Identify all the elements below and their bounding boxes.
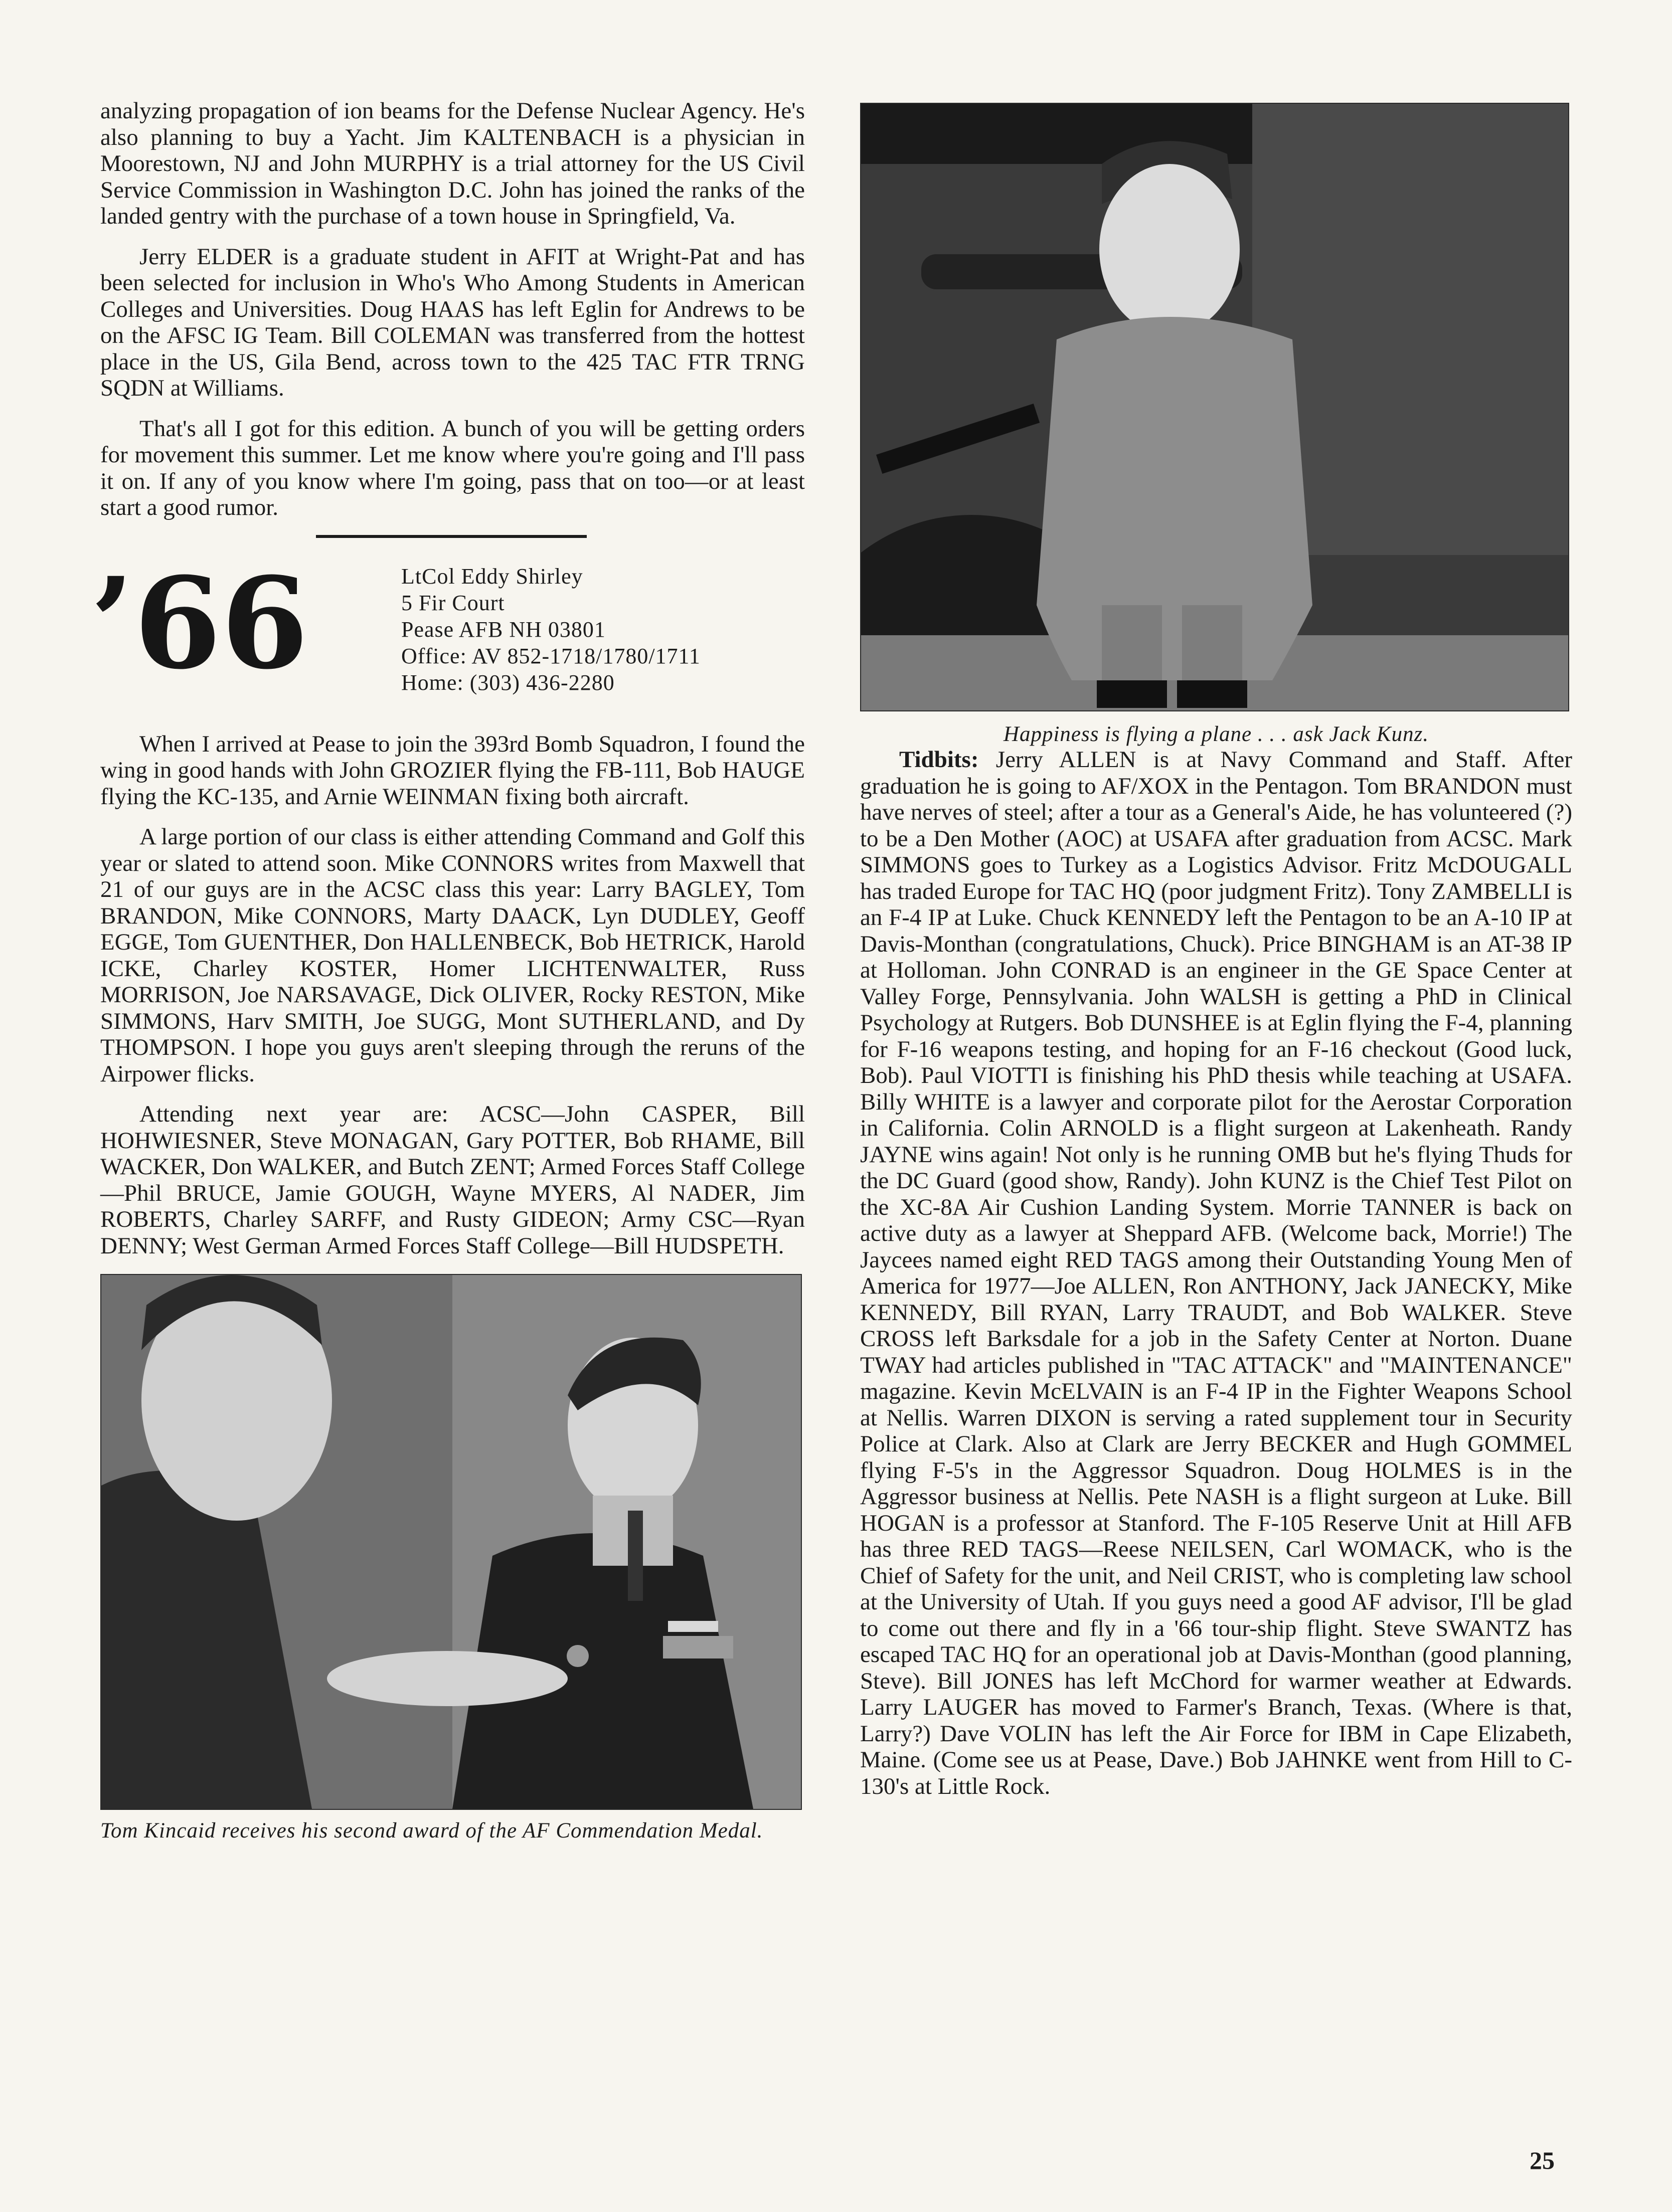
right-column	[860, 103, 1572, 1813]
page-number: 25	[1530, 2146, 1555, 2174]
pilot-photo	[860, 103, 1569, 711]
address-line: Home: (303) 436-2280	[401, 670, 615, 695]
class-header	[90, 549, 805, 731]
tidbits-text: Jerry ALLEN is at Navy Command and Staff. After graduation he is going to AF/XOX in the Pentagon. Tom BRANDON must have nerves of steel; after a tour as a General's Aide, he has volunteered (?) to be a Den Mother (AOC) at USAFA after graduation from ACSC. Mark SIMMONS goes to Turkey as a Logistics Advisor. Fritz McDOUGALL has traded Europe for TAC HQ (poor judgment Fritz). Tony ZAMBELLI is an F-4 IP at Luke. Chuck KENNEDY left the Pentagon to be an A-10 IP at Davis-Monthan (congratulations, Chuck). Price BINGHAM is an AT-38 IP at Holloman. John CONRAD is an engineer in the GE Space Center at Valley Forge, Pennsylvania. John WALSH is getting a PhD in Clinical Psychology at Rutgers. Bob DUNSHEE is at Eglin flying the F-4, planning for F-16 weapons testing, and hoping for an F-16 checkout (Good luck, Bob). Paul VIOTTI is finishing his PhD thesis while teaching at USAFA. Billy WHITE is a lawyer and corporate pilot for the Aerostar Corporation in California. Colin ARNOLD is a flight surgeon at Lakenheath. Randy JAYNE wins again! Not only is he running OMB but he's flying Thuds for the DC Guard (good show, Randy). John KUNZ is the Chief Test Pilot on the XC-8A Air Cushion Landing System. Morrie TANNER is back on active duty as a lawyer at Sheppard AFB. (Welcome back, Morrie!) The Jaycees named eight RED TAGS among their Outstanding Young Men of America for 1977—Joe ALLEN, Ron ANTHONY, Jack JANECKY, Mike KENNEDY, Bill RYAN, Larry TRAUDT, and Bob WALKER. Steve CROSS left Barksdale for a job in the Safety Center at Norton. Duane TWAY had articles published in "TAC ATTACK" and "MAINTENANCE" magazine. Kevin McELVAIN is an F-4 IP in the Fighter Weapons School at Nellis. Warren DIXON is serving a rated supplement tour in Security Police at Clark. Also at Clark are Jerry BECKER and Hugh GOMMEL flying F-5's in the Aggressor Squadron. Doug HOLMES is in the Aggressor business at Nellis. Pete NASH is a flight surgeon at Luke. Bill HOGAN is a professor at Stanford. The F-105 Reserve Unit at Hill AFB has three RED TAGS—Reese NEILSEN, Carl WOMACK, who is the Chief of Safety for the unit, and Neil CRIST, who is completing law school at the University of Utah. If you guys need a good AF advisor, I'll be glad to come out there and fly in a '66 tour-ship flight. Steve SWANTZ has escaped TAC HQ for an operational job at Davis-Monthan (good planning, Steve). Bill JONES has left McChord for warmer weather at Edwards. Larry LAUGER has moved to Farmer's Branch, Texas. (Where is that, Larry?) Dave VOLIN has left the Air Force for IBM in Cape Elizabeth, Maine. (Come see us at Pease, Dave.) Bob JAHNKE went from Hill to C-130's at Little Rock.	[860, 747, 1572, 1799]
award-photo-caption: Tom Kincaid receives his second award of the AF Commendation Medal.	[100, 1819, 763, 1842]
address-line: 5 Fir Court	[401, 590, 505, 615]
class-year: ’66	[90, 549, 308, 697]
section-divider	[316, 535, 587, 538]
paragraph-pease: When I arrived at Pease to join the 393rd Bomb Squadron, I found the wing in good hands with John GROZIER flying the FB-111, Bob HAUGE flying the KC-135, and Arnie WEINMAN fixing both aircraft.	[100, 730, 805, 810]
award-ceremony-photo	[100, 1274, 802, 1810]
address-line: Office: AV 852-1718/1780/1711	[401, 643, 701, 668]
paragraph-next-year: Attending next year are: ACSC—John CASPER, Bill HOHWIESNER, Steve MONAGAN, Gary POTTER, Bob RHAME, Bill WACKER, Don WALKER, and Butch ZENT; Armed Forces Staff College—Phil BRUCE, Jamie GOUGH, Wayne MYERS, Al NADER, Jim ROBERTS, Charley SARFF, and Rusty GIDEON; Army CSC—Ryan DENNY; West German Armed Forces Staff College—Bill HUDSPETH.	[100, 1101, 805, 1259]
left-column	[90, 98, 805, 1843]
correspondent-address	[401, 563, 701, 696]
pilot-photo-caption: Happiness is flying a plane . . . ask Jack Kunz.	[1003, 722, 1429, 746]
address-line: LtCol Eddy Shirley	[401, 564, 583, 589]
tidbits-label: Tidbits:	[899, 747, 979, 773]
pilot-illustration	[861, 104, 1568, 710]
paragraph-elder: Jerry ELDER is a graduate student in AFIT at Wright-Pat and has been selected for inclusion in Who's Who Among Students in American Colleges and Universities. Doug HAAS has left Eglin for Andrews to be on the AFSC IG Team. Bill COLEMAN was transferred from the hottest place in the US, Gila Bend, across town to the 425 TAC FTR TRNG SQDN at Williams.	[100, 243, 805, 401]
paragraph-continued: analyzing propagation of ion beams for the Defense Nuclear Agency. He's also planning to buy a Yacht. Jim KALTENBACH is a physician in Moorestown, NJ and John MURPHY is a trial attorney for the US Civil Service Commission in Washington D.C. John has joined the ranks of the landed gentry with the purchase of a town house in Springfield, Va.	[100, 98, 805, 229]
paragraph-closing: That's all I got for this edition. A bunch of you will be getting orders for movement this summer. Let me know where you're going and I'll pass it on. If any of you know where I'm going, pass that on too—or at least start a good rumor.	[100, 415, 805, 520]
paragraph-acsc: A large portion of our class is either attending Command and Golf this year or slated to attend soon. Mike CONNORS writes from Maxwell that 21 of our guys are in the ACSC class this year: Larry BAGLEY, Tom BRANDON, Mike CONNORS, Marty DAACK, Lyn DUDLEY, Geoff EGGE, Tom GUENTHER, Don HALLENBECK, Bob HETRICK, Harold ICKE, Charley KOSTER, Homer LICHTENWALTER, Russ MORRISON, Joe NARSAVAGE, Dick OLIVER, Rocky RESTON, Mike SIMMONS, Harv SMITH, Joe SUGG, Mont SUTHERLAND, and Dy THOMPSON. I hope you guys aren't sleeping through the reruns of the Airpower flicks.	[100, 824, 805, 1087]
tidbits-paragraph	[860, 747, 1572, 1799]
award-ceremony-illustration	[101, 1275, 801, 1809]
address-line: Pease AFB NH 03801	[401, 617, 606, 642]
